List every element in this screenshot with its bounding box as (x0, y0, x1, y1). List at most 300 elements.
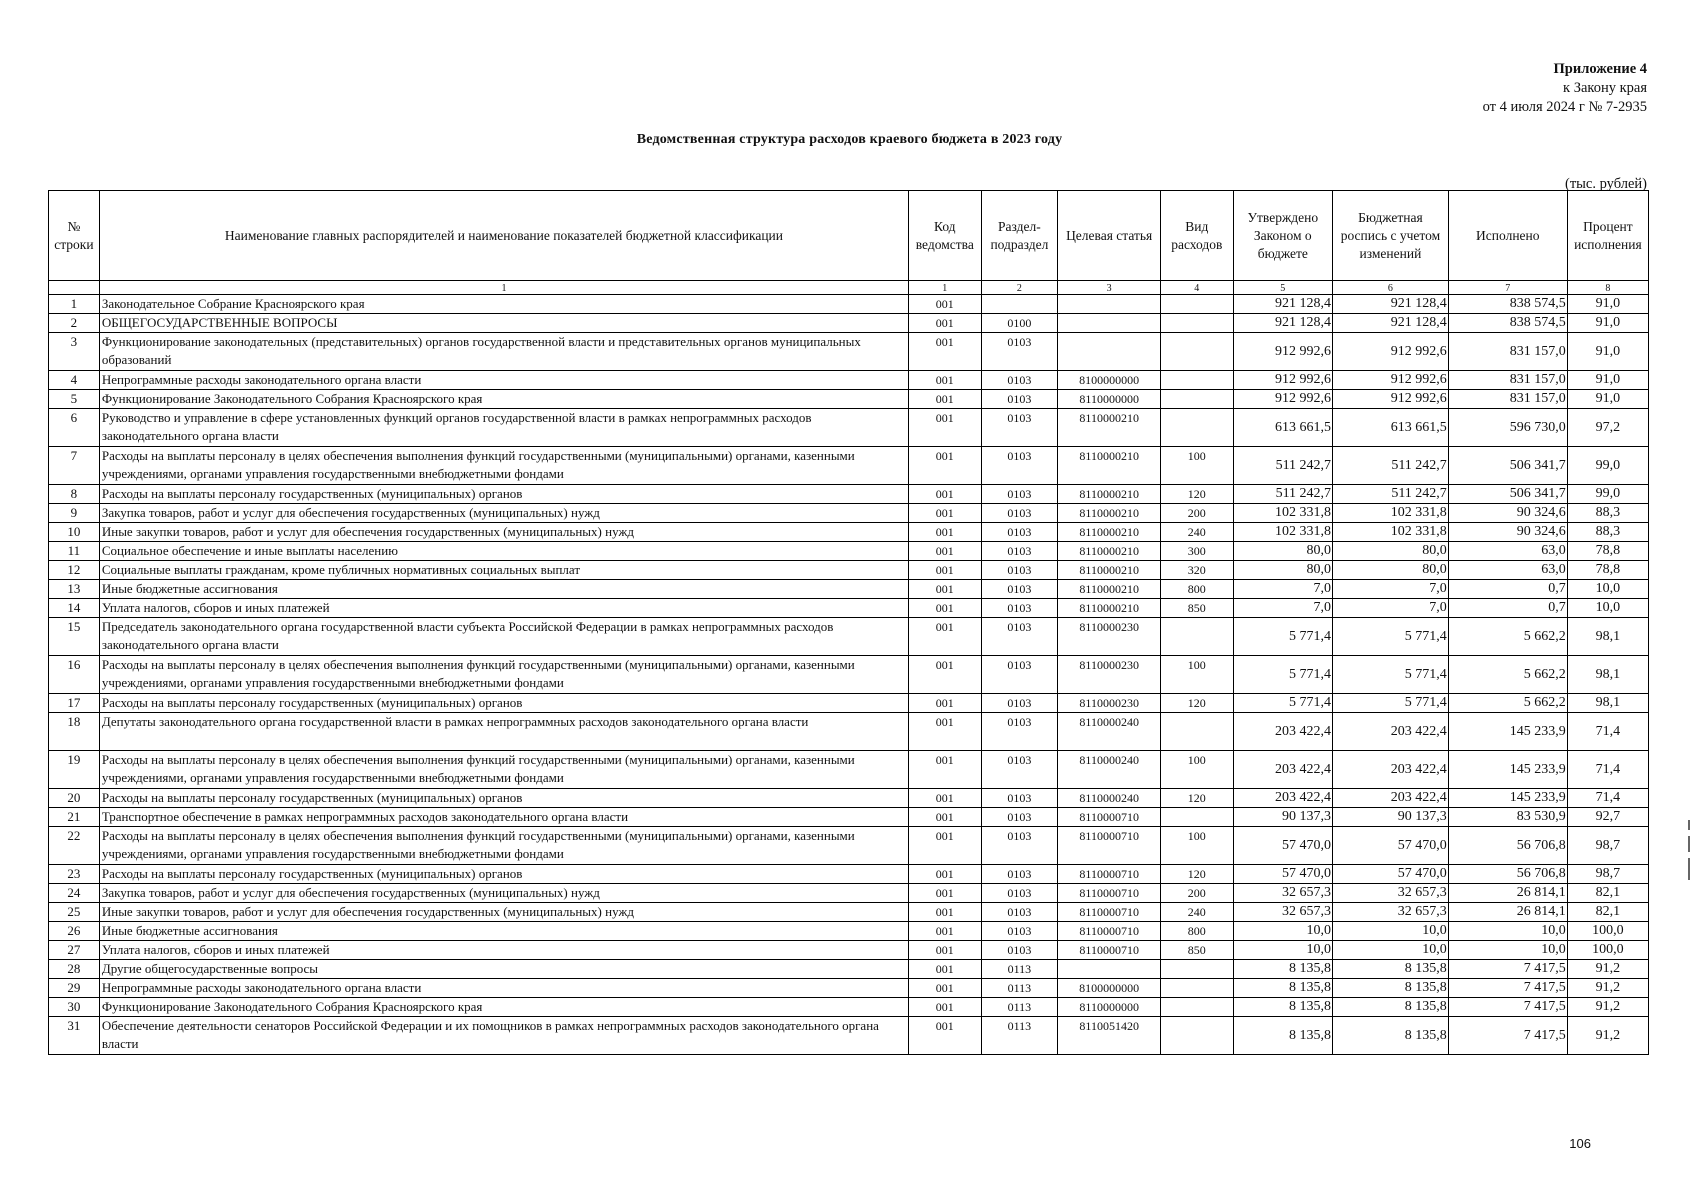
table-row (49, 1017, 1649, 1055)
cell-row-number: 30 (49, 998, 100, 1017)
cell-dept-code: 001 (909, 694, 981, 713)
cell-name: Руководство и управление в сфере установленных функций органов государственной власти в рамках непрограммных расходов законодательного органа власти (99, 409, 908, 447)
cell-approved-amount: 8 135,8 (1233, 979, 1333, 998)
cell-section-code: 0103 (981, 561, 1058, 580)
table-row (49, 371, 1649, 390)
cell-name: Расходы на выплаты персоналу в целях обеспечения выполнения функций государственными (муниципальными) органами, казенными учреждениями, органами управления государственными внебюджетными фондами (99, 827, 908, 865)
table-row (49, 922, 1649, 941)
appendix-law-date: от 4 июля 2024 г № 7-2935 (1482, 99, 1647, 115)
col-header-target: Целевая статья (1058, 191, 1161, 281)
cell-row-number: 4 (49, 371, 100, 390)
cell-painting-amount: 912 992,6 (1333, 390, 1449, 409)
cell-executed-amount: 838 574,5 (1448, 295, 1567, 314)
cell-name: Обеспечение деятельности сенаторов Российской Федерации и их помощников в рамках непрограммных расходов законодательного органа власти (99, 1017, 908, 1055)
cell-row-number: 22 (49, 827, 100, 865)
appendix-number: Приложение 4 (1553, 61, 1647, 77)
cell-dept-code: 001 (909, 485, 981, 504)
cell-executed-amount: 831 157,0 (1448, 390, 1567, 409)
cell-execution-percent: 91,0 (1567, 333, 1648, 371)
cell-section-code: 0103 (981, 903, 1058, 922)
cell-expense-type (1161, 979, 1233, 998)
cell-dept-code: 001 (909, 998, 981, 1017)
cell-executed-amount: 831 157,0 (1448, 371, 1567, 390)
cell-painting-amount: 10,0 (1333, 941, 1449, 960)
cell-target-article: 8110000210 (1058, 447, 1161, 485)
cell-row-number: 1 (49, 295, 100, 314)
cell-expense-type (1161, 960, 1233, 979)
cell-dept-code: 001 (909, 447, 981, 485)
cell-target-article: 8110000210 (1058, 504, 1161, 523)
cell-target-article: 8110000210 (1058, 561, 1161, 580)
table-row (49, 808, 1649, 827)
cell-dept-code: 001 (909, 333, 981, 371)
cell-dept-code: 001 (909, 656, 981, 694)
cell-painting-amount: 203 422,4 (1333, 789, 1449, 808)
table-row (49, 523, 1649, 542)
cell-section-code: 0113 (981, 1017, 1058, 1055)
cell-target-article: 8100000000 (1058, 979, 1161, 998)
cell-executed-amount: 26 814,1 (1448, 903, 1567, 922)
col-number: 8 (1567, 281, 1648, 295)
cell-dept-code: 001 (909, 941, 981, 960)
cell-row-number: 9 (49, 504, 100, 523)
cell-executed-amount: 145 233,9 (1448, 713, 1567, 751)
cell-section-code: 0113 (981, 998, 1058, 1017)
cell-dept-code: 001 (909, 827, 981, 865)
cell-section-code: 0113 (981, 979, 1058, 998)
cell-target-article (1058, 295, 1161, 314)
table-row (49, 903, 1649, 922)
cell-execution-percent: 98,1 (1567, 618, 1648, 656)
page-number: 106 (1569, 1136, 1591, 1151)
cell-name: Иные бюджетные ассигнования (99, 922, 908, 941)
cell-executed-amount: 7 417,5 (1448, 998, 1567, 1017)
cell-approved-amount: 921 128,4 (1233, 314, 1333, 333)
cell-execution-percent: 99,0 (1567, 447, 1648, 485)
cell-approved-amount: 203 422,4 (1233, 789, 1333, 808)
cell-painting-amount: 57 470,0 (1333, 827, 1449, 865)
col-header-approved: Утверждено Законом о бюджете (1233, 191, 1333, 281)
cell-executed-amount: 0,7 (1448, 580, 1567, 599)
cell-approved-amount: 912 992,6 (1233, 333, 1333, 371)
cell-target-article: 8110000240 (1058, 713, 1161, 751)
cell-name: Расходы на выплаты персоналу государственных (муниципальных) органов (99, 865, 908, 884)
cell-target-article: 8110000000 (1058, 390, 1161, 409)
cell-execution-percent: 91,0 (1567, 371, 1648, 390)
cell-execution-percent: 91,0 (1567, 295, 1648, 314)
cell-execution-percent: 97,2 (1567, 409, 1648, 447)
cell-section-code: 0103 (981, 599, 1058, 618)
cell-target-article: 8110000240 (1058, 751, 1161, 789)
cell-target-article: 8110000710 (1058, 903, 1161, 922)
cell-executed-amount: 838 574,5 (1448, 314, 1567, 333)
cell-executed-amount: 7 417,5 (1448, 1017, 1567, 1055)
scan-margin-mark (1688, 820, 1690, 830)
cell-target-article: 8110000710 (1058, 941, 1161, 960)
cell-expense-type: 120 (1161, 485, 1233, 504)
cell-execution-percent: 82,1 (1567, 903, 1648, 922)
cell-approved-amount: 7,0 (1233, 580, 1333, 599)
cell-expense-type: 320 (1161, 561, 1233, 580)
cell-executed-amount: 506 341,7 (1448, 447, 1567, 485)
col-number: 3 (1058, 281, 1161, 295)
cell-expense-type: 800 (1161, 922, 1233, 941)
cell-row-number: 13 (49, 580, 100, 599)
cell-row-number: 24 (49, 884, 100, 903)
cell-row-number: 28 (49, 960, 100, 979)
cell-expense-type: 300 (1161, 542, 1233, 561)
cell-painting-amount: 80,0 (1333, 542, 1449, 561)
table-row (49, 998, 1649, 1017)
cell-name: Другие общегосударственные вопросы (99, 960, 908, 979)
cell-name: Расходы на выплаты персоналу в целях обеспечения выполнения функций государственными (муниципальными) органами, казенными учреждениями, органами управления государственными внебюджетными фондами (99, 656, 908, 694)
cell-section-code: 0103 (981, 941, 1058, 960)
cell-executed-amount: 5 662,2 (1448, 656, 1567, 694)
cell-name: Закупка товаров, работ и услуг для обеспечения государственных (муниципальных) нужд (99, 504, 908, 523)
cell-name: Иные закупки товаров, работ и услуг для обеспечения государственных (муниципальных) нужд (99, 523, 908, 542)
cell-target-article: 8100000000 (1058, 371, 1161, 390)
cell-painting-amount: 32 657,3 (1333, 903, 1449, 922)
table-row (49, 390, 1649, 409)
table-row (49, 599, 1649, 618)
cell-dept-code: 001 (909, 295, 981, 314)
cell-approved-amount: 613 661,5 (1233, 409, 1333, 447)
table-row (49, 485, 1649, 504)
table-header-row (49, 191, 1649, 281)
cell-target-article: 8110000240 (1058, 789, 1161, 808)
cell-painting-amount: 203 422,4 (1333, 751, 1449, 789)
cell-approved-amount: 511 242,7 (1233, 447, 1333, 485)
cell-executed-amount: 63,0 (1448, 542, 1567, 561)
cell-section-code: 0103 (981, 884, 1058, 903)
cell-section-code: 0100 (981, 314, 1058, 333)
cell-row-number: 11 (49, 542, 100, 561)
cell-execution-percent: 98,7 (1567, 827, 1648, 865)
cell-expense-type (1161, 713, 1233, 751)
cell-row-number: 31 (49, 1017, 100, 1055)
table-row (49, 409, 1649, 447)
cell-row-number: 15 (49, 618, 100, 656)
cell-executed-amount: 7 417,5 (1448, 979, 1567, 998)
cell-execution-percent: 71,4 (1567, 789, 1648, 808)
cell-expense-type (1161, 333, 1233, 371)
cell-row-number: 25 (49, 903, 100, 922)
col-header-painting: Бюджетная роспись с учетом изменений (1333, 191, 1449, 281)
cell-approved-amount: 7,0 (1233, 599, 1333, 618)
cell-section-code: 0103 (981, 789, 1058, 808)
cell-painting-amount: 613 661,5 (1333, 409, 1449, 447)
table-row (49, 884, 1649, 903)
cell-approved-amount: 80,0 (1233, 561, 1333, 580)
table-row (49, 314, 1649, 333)
cell-dept-code: 001 (909, 371, 981, 390)
table-row (49, 694, 1649, 713)
cell-name: Расходы на выплаты персоналу государственных (муниципальных) органов (99, 694, 908, 713)
cell-expense-type (1161, 409, 1233, 447)
cell-expense-type: 240 (1161, 523, 1233, 542)
table-row (49, 447, 1649, 485)
cell-painting-amount: 102 331,8 (1333, 504, 1449, 523)
cell-approved-amount: 8 135,8 (1233, 1017, 1333, 1055)
cell-section-code: 0103 (981, 922, 1058, 941)
cell-executed-amount: 90 324,6 (1448, 523, 1567, 542)
cell-expense-type: 200 (1161, 504, 1233, 523)
cell-painting-amount: 921 128,4 (1333, 295, 1449, 314)
cell-dept-code: 001 (909, 713, 981, 751)
cell-executed-amount: 83 530,9 (1448, 808, 1567, 827)
cell-expense-type: 850 (1161, 599, 1233, 618)
cell-row-number: 12 (49, 561, 100, 580)
cell-expense-type (1161, 314, 1233, 333)
cell-painting-amount: 921 128,4 (1333, 314, 1449, 333)
cell-painting-amount: 5 771,4 (1333, 618, 1449, 656)
cell-approved-amount: 912 992,6 (1233, 390, 1333, 409)
cell-execution-percent: 78,8 (1567, 542, 1648, 561)
cell-expense-type (1161, 371, 1233, 390)
cell-section-code: 0103 (981, 694, 1058, 713)
cell-expense-type: 120 (1161, 865, 1233, 884)
cell-target-article (1058, 314, 1161, 333)
cell-target-article (1058, 960, 1161, 979)
cell-dept-code: 001 (909, 314, 981, 333)
cell-dept-code: 001 (909, 618, 981, 656)
cell-painting-amount: 80,0 (1333, 561, 1449, 580)
cell-executed-amount: 10,0 (1448, 922, 1567, 941)
table-row (49, 333, 1649, 371)
cell-name: Социальное обеспечение и иные выплаты населению (99, 542, 908, 561)
cell-name: Председатель законодательного органа государственной власти субъекта Российской Федерации в рамках непрограммных расходов законодательного органа власти (99, 618, 908, 656)
cell-name: Расходы на выплаты персоналу государственных (муниципальных) органов (99, 789, 908, 808)
cell-target-article: 8110000230 (1058, 656, 1161, 694)
cell-row-number: 5 (49, 390, 100, 409)
budget-table (48, 190, 1649, 1055)
cell-dept-code: 001 (909, 884, 981, 903)
cell-approved-amount: 203 422,4 (1233, 713, 1333, 751)
col-header-executed: Исполнено (1448, 191, 1567, 281)
cell-execution-percent: 91,2 (1567, 960, 1648, 979)
cell-executed-amount: 145 233,9 (1448, 789, 1567, 808)
cell-execution-percent: 99,0 (1567, 485, 1648, 504)
cell-name: Функционирование Законодательного Собрания Красноярского края (99, 998, 908, 1017)
cell-target-article: 8110000210 (1058, 580, 1161, 599)
cell-painting-amount: 511 242,7 (1333, 447, 1449, 485)
cell-approved-amount: 90 137,3 (1233, 808, 1333, 827)
table-row (49, 789, 1649, 808)
cell-target-article: 8110000210 (1058, 599, 1161, 618)
cell-approved-amount: 5 771,4 (1233, 618, 1333, 656)
cell-target-article: 8110000210 (1058, 523, 1161, 542)
cell-executed-amount: 831 157,0 (1448, 333, 1567, 371)
cell-executed-amount: 506 341,7 (1448, 485, 1567, 504)
cell-execution-percent: 92,7 (1567, 808, 1648, 827)
cell-section-code: 0103 (981, 713, 1058, 751)
scan-margin-mark (1688, 858, 1690, 880)
cell-painting-amount: 8 135,8 (1333, 1017, 1449, 1055)
cell-executed-amount: 5 662,2 (1448, 618, 1567, 656)
cell-dept-code: 001 (909, 580, 981, 599)
cell-executed-amount: 596 730,0 (1448, 409, 1567, 447)
cell-section-code (981, 295, 1058, 314)
cell-row-number: 16 (49, 656, 100, 694)
cell-target-article: 8110000710 (1058, 884, 1161, 903)
cell-approved-amount: 921 128,4 (1233, 295, 1333, 314)
col-header-num: № строки (49, 191, 100, 281)
cell-approved-amount: 80,0 (1233, 542, 1333, 561)
cell-row-number: 19 (49, 751, 100, 789)
cell-section-code: 0103 (981, 656, 1058, 694)
cell-execution-percent: 88,3 (1567, 523, 1648, 542)
cell-dept-code: 001 (909, 409, 981, 447)
cell-execution-percent: 71,4 (1567, 713, 1648, 751)
cell-target-article: 8110000230 (1058, 618, 1161, 656)
cell-execution-percent: 98,7 (1567, 865, 1648, 884)
cell-target-article: 8110000210 (1058, 409, 1161, 447)
cell-approved-amount: 203 422,4 (1233, 751, 1333, 789)
cell-row-number: 17 (49, 694, 100, 713)
col-number: 2 (981, 281, 1058, 295)
table-row (49, 713, 1649, 751)
cell-target-article: 8110000000 (1058, 998, 1161, 1017)
col-number (49, 281, 100, 295)
cell-row-number: 7 (49, 447, 100, 485)
cell-expense-type: 120 (1161, 694, 1233, 713)
document-title: Ведомственная структура расходов краевого бюджета в 2023 году (636, 132, 1063, 147)
cell-name: Расходы на выплаты персоналу в целях обеспечения выполнения функций государственными (муниципальными) органами, казенными учреждениями, органами управления государственными внебюджетными фондами (99, 751, 908, 789)
cell-dept-code: 001 (909, 542, 981, 561)
column-number-row (49, 281, 1649, 295)
col-number: 4 (1161, 281, 1233, 295)
cell-dept-code: 001 (909, 504, 981, 523)
table-row (49, 960, 1649, 979)
table-row (49, 827, 1649, 865)
table-body (49, 295, 1649, 1055)
cell-executed-amount: 0,7 (1448, 599, 1567, 618)
cell-section-code: 0103 (981, 409, 1058, 447)
table-row (49, 941, 1649, 960)
cell-executed-amount: 56 706,8 (1448, 827, 1567, 865)
cell-painting-amount: 90 137,3 (1333, 808, 1449, 827)
cell-approved-amount: 32 657,3 (1233, 903, 1333, 922)
cell-painting-amount: 32 657,3 (1333, 884, 1449, 903)
cell-approved-amount: 8 135,8 (1233, 998, 1333, 1017)
cell-name: Уплата налогов, сборов и иных платежей (99, 941, 908, 960)
cell-section-code: 0113 (981, 960, 1058, 979)
cell-execution-percent: 100,0 (1567, 941, 1648, 960)
cell-target-article: 8110000210 (1058, 542, 1161, 561)
cell-name: Расходы на выплаты персоналу в целях обеспечения выполнения функций государственными (муниципальными) органами, казенными учреждениями, органами управления государственными внебюджетными фондами (99, 447, 908, 485)
col-number: 6 (1333, 281, 1449, 295)
cell-execution-percent: 98,1 (1567, 656, 1648, 694)
cell-executed-amount: 7 417,5 (1448, 960, 1567, 979)
table-row (49, 751, 1649, 789)
cell-approved-amount: 102 331,8 (1233, 504, 1333, 523)
cell-painting-amount: 8 135,8 (1333, 979, 1449, 998)
cell-painting-amount: 912 992,6 (1333, 333, 1449, 371)
cell-execution-percent: 91,2 (1567, 1017, 1648, 1055)
cell-executed-amount: 90 324,6 (1448, 504, 1567, 523)
cell-expense-type: 120 (1161, 789, 1233, 808)
cell-section-code: 0103 (981, 618, 1058, 656)
scan-margin-mark (1688, 836, 1690, 852)
col-header-dept: Код ведомства (909, 191, 981, 281)
cell-execution-percent: 82,1 (1567, 884, 1648, 903)
col-header-section: Раздел-подраздел (981, 191, 1058, 281)
cell-expense-type (1161, 998, 1233, 1017)
cell-name: Депутаты законодательного органа государственной власти в рамках непрограммных расходов законодательного органа власти (99, 713, 908, 751)
cell-row-number: 21 (49, 808, 100, 827)
cell-name: Расходы на выплаты персоналу государственных (муниципальных) органов (99, 485, 908, 504)
cell-painting-amount: 8 135,8 (1333, 960, 1449, 979)
table-row (49, 656, 1649, 694)
cell-section-code: 0103 (981, 371, 1058, 390)
cell-painting-amount: 10,0 (1333, 922, 1449, 941)
col-number: 7 (1448, 281, 1567, 295)
cell-target-article: 8110000710 (1058, 922, 1161, 941)
cell-name: Социальные выплаты гражданам, кроме публичных нормативных социальных выплат (99, 561, 908, 580)
cell-dept-code: 001 (909, 523, 981, 542)
cell-executed-amount: 26 814,1 (1448, 884, 1567, 903)
cell-dept-code: 001 (909, 599, 981, 618)
cell-row-number: 8 (49, 485, 100, 504)
cell-painting-amount: 912 992,6 (1333, 371, 1449, 390)
cell-section-code: 0103 (981, 751, 1058, 789)
cell-painting-amount: 7,0 (1333, 580, 1449, 599)
cell-row-number: 29 (49, 979, 100, 998)
cell-row-number: 14 (49, 599, 100, 618)
cell-painting-amount: 203 422,4 (1333, 713, 1449, 751)
cell-section-code: 0103 (981, 523, 1058, 542)
cell-target-article: 8110000710 (1058, 808, 1161, 827)
cell-section-code: 0103 (981, 447, 1058, 485)
cell-painting-amount: 5 771,4 (1333, 694, 1449, 713)
col-number: 1 (909, 281, 981, 295)
cell-expense-type: 100 (1161, 656, 1233, 694)
col-number: 1 (99, 281, 908, 295)
cell-painting-amount: 102 331,8 (1333, 523, 1449, 542)
cell-execution-percent: 100,0 (1567, 922, 1648, 941)
cell-target-article: 8110000710 (1058, 865, 1161, 884)
cell-row-number: 6 (49, 409, 100, 447)
cell-execution-percent: 91,2 (1567, 998, 1648, 1017)
cell-execution-percent: 10,0 (1567, 599, 1648, 618)
cell-execution-percent: 88,3 (1567, 504, 1648, 523)
col-number: 5 (1233, 281, 1333, 295)
cell-approved-amount: 57 470,0 (1233, 827, 1333, 865)
cell-dept-code: 001 (909, 903, 981, 922)
cell-name: Непрограммные расходы законодательного органа власти (99, 371, 908, 390)
cell-expense-type (1161, 1017, 1233, 1055)
cell-expense-type (1161, 618, 1233, 656)
cell-target-article: 8110000230 (1058, 694, 1161, 713)
cell-approved-amount: 8 135,8 (1233, 960, 1333, 979)
units-label: (тыс. рублей) (1565, 176, 1647, 192)
cell-executed-amount: 5 662,2 (1448, 694, 1567, 713)
cell-target-article: 8110000710 (1058, 827, 1161, 865)
cell-expense-type: 200 (1161, 884, 1233, 903)
cell-approved-amount: 57 470,0 (1233, 865, 1333, 884)
cell-section-code: 0103 (981, 827, 1058, 865)
col-header-type: Вид расходов (1161, 191, 1233, 281)
cell-painting-amount: 511 242,7 (1333, 485, 1449, 504)
cell-name: Иные бюджетные ассигнования (99, 580, 908, 599)
cell-executed-amount: 56 706,8 (1448, 865, 1567, 884)
cell-approved-amount: 5 771,4 (1233, 656, 1333, 694)
cell-expense-type (1161, 295, 1233, 314)
cell-executed-amount: 63,0 (1448, 561, 1567, 580)
cell-dept-code: 001 (909, 789, 981, 808)
cell-expense-type: 240 (1161, 903, 1233, 922)
cell-dept-code: 001 (909, 865, 981, 884)
